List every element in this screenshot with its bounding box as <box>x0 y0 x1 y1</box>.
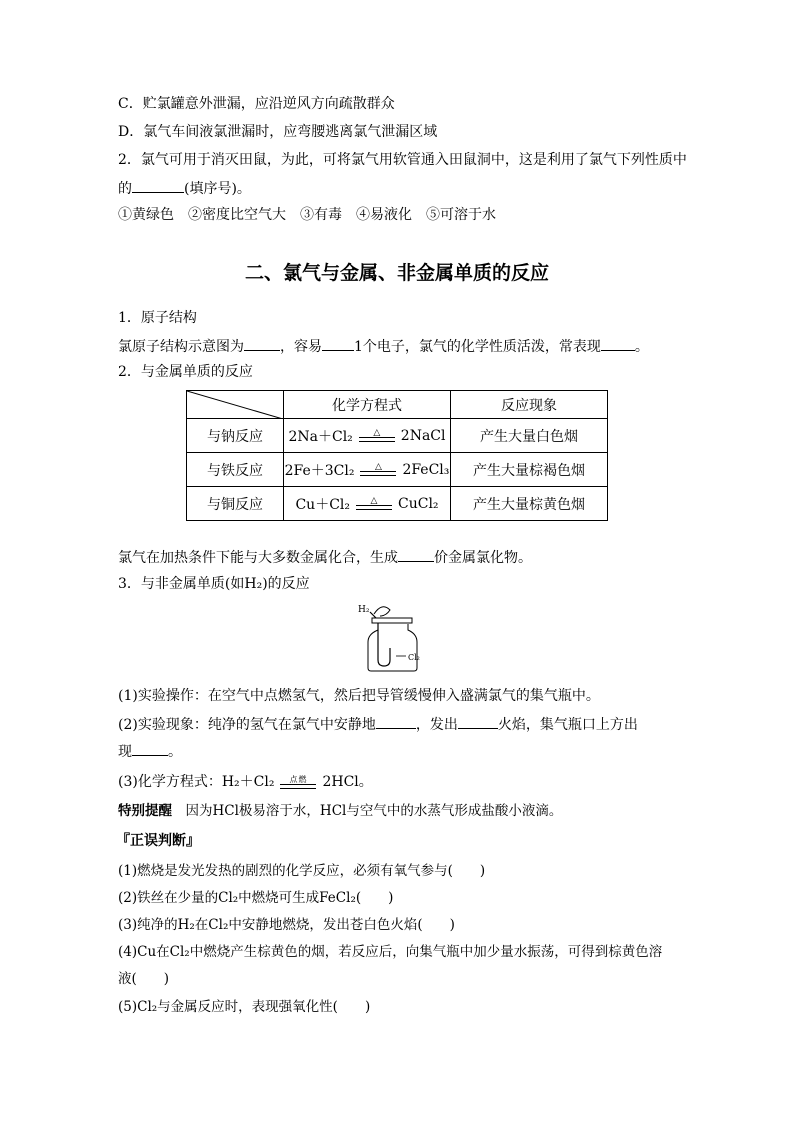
heat-condition: △ <box>370 496 378 506</box>
phen-a: (2)实验现象：纯净的氢气在氯气中安静地 <box>118 717 376 733</box>
experiment-phenomenon-line1 <box>118 714 638 735</box>
answer-blank[interactable] <box>376 714 416 729</box>
option-d: D．氯气车间液氯泄漏时，应弯腰逃离氯气泄漏区域 <box>118 124 438 140</box>
answer-blank[interactable] <box>132 178 184 193</box>
table-row <box>187 419 608 453</box>
equation-rhs: 2HCl。 <box>322 774 373 790</box>
judge-item: 液( ) <box>118 971 170 987</box>
row-label: 与钠反应 <box>187 419 284 453</box>
experiment-operation: (1)实验操作：在空气中点燃氢气，然后把导管缓慢伸入盛满氯气的集气瓶中。 <box>118 688 600 704</box>
atomic-text-d: 。 <box>634 339 649 355</box>
answer-blank[interactable] <box>132 741 168 756</box>
summary-b: 价金属氯化物。 <box>434 550 532 566</box>
answer-blank[interactable] <box>322 336 354 351</box>
special-tip <box>118 801 562 821</box>
judge-item: (2)铁丝在少量的Cl₂中燃烧可生成FeCl₂( ) <box>118 890 394 906</box>
experiment-phenomenon-line2 <box>118 741 182 762</box>
table-row <box>187 453 608 487</box>
q2-suffix: (填序号)。 <box>184 181 251 197</box>
judge-item: (1)燃烧是发光发热的剧烈的化学反应，必须有氧气参与( ) <box>118 863 486 879</box>
atomic-text-c: 1个电子，氯气的化学性质活泼，常表现 <box>354 339 601 355</box>
table-row <box>187 487 608 521</box>
experiment-equation <box>118 772 373 792</box>
heat-condition: △ <box>373 428 381 438</box>
reaction-table <box>186 390 608 521</box>
phen-b: ，发出 <box>415 717 458 733</box>
row-phenomenon: 产生大量白色烟 <box>451 419 608 453</box>
atomic-text-a: 氯原子结构示意图为 <box>118 339 244 355</box>
phen-c: 火焰，集气瓶口上方出 <box>497 717 638 733</box>
metals-summary <box>118 547 532 568</box>
answer-blank[interactable] <box>458 714 498 729</box>
equation-rhs: 2FeCl₃ <box>402 461 450 478</box>
phen-d-pre: 现 <box>118 744 132 760</box>
tip-label: 特别提醒 <box>118 803 172 819</box>
table-header-row <box>187 391 608 419</box>
gas-jar-apparatus <box>356 600 440 672</box>
answer-blank[interactable] <box>244 336 280 351</box>
equation-lhs: 2Na＋Cl₂ <box>288 428 353 445</box>
judge-title: 『正误判断』 <box>116 833 200 849</box>
header-phenomenon: 反应现象 <box>451 391 608 419</box>
row-label: 与铁反应 <box>187 453 284 487</box>
fig-label-cl2: Cl₂ <box>408 653 420 662</box>
header-equation: 化学方程式 <box>284 391 451 419</box>
equation-lhs: 2Fe＋3Cl₂ <box>284 462 355 479</box>
atomic-text <box>118 336 649 357</box>
phen-d-post: 。 <box>168 744 182 760</box>
ignite-condition: 点燃 <box>289 775 308 784</box>
equation-lhs: (3)化学方程式：H₂＋Cl₂ <box>118 774 275 790</box>
row-label: 与铜反应 <box>187 487 284 521</box>
judge-item: (5)Cl₂与金属反应时，表现强氧化性( ) <box>118 999 371 1015</box>
question-2-line1: 2．氯气可用于消灭田鼠，为此，可将氯气用软管通入田鼠洞中，这是利用了氯气下列性质中 <box>118 152 687 168</box>
row-equation <box>284 419 451 453</box>
diagonal-header-cell <box>187 391 284 419</box>
question-2-options: ①黄绿色 ②密度比空气大 ③有毒 ④易液化 ⑤可溶于水 <box>118 207 496 223</box>
row-equation <box>284 487 451 521</box>
metals-heading: 2．与金属单质的反应 <box>118 364 253 380</box>
answer-blank[interactable] <box>398 547 434 562</box>
option-c: C．贮氯罐意外泄漏，应沿逆风方向疏散群众 <box>118 96 395 112</box>
row-equation <box>284 453 451 487</box>
tip-text: 因为HCl极易溶于水，HCl与空气中的水蒸气形成盐酸小液滴。 <box>185 803 563 819</box>
row-phenomenon: 产生大量棕黄色烟 <box>451 487 608 521</box>
row-phenomenon: 产生大量棕褐色烟 <box>451 453 608 487</box>
nonmetal-heading: 3．与非金属单质(如H₂)的反应 <box>118 576 310 592</box>
q2-prefix: 的 <box>118 181 132 197</box>
atomic-text-b: ，容易 <box>280 339 322 355</box>
answer-blank[interactable] <box>601 336 635 351</box>
fig-label-h2: H₂ <box>358 605 370 615</box>
heat-condition: △ <box>374 462 382 472</box>
section-title: 二、氯气与金属、非金属单质的反应 <box>244 262 549 284</box>
atomic-heading: 1．原子结构 <box>118 310 197 326</box>
diagonal-line <box>187 391 283 419</box>
question-2-line2 <box>118 178 251 199</box>
summary-a: 氯气在加热条件下能与大多数金属化合，生成 <box>118 550 398 566</box>
equation-lhs: Cu＋Cl₂ <box>295 496 350 513</box>
equation-rhs: 2NaCl <box>400 427 446 444</box>
judge-item: (4)Cu在Cl₂中燃烧产生棕黄色的烟，若反应后，向集气瓶中加少量水振荡，可得到棕黄色溶 <box>118 944 663 960</box>
equation-rhs: CuCl₂ <box>398 495 439 512</box>
judge-item: (3)纯净的H₂在Cl₂中安静地燃烧，发出苍白色火焰( ) <box>118 917 455 933</box>
